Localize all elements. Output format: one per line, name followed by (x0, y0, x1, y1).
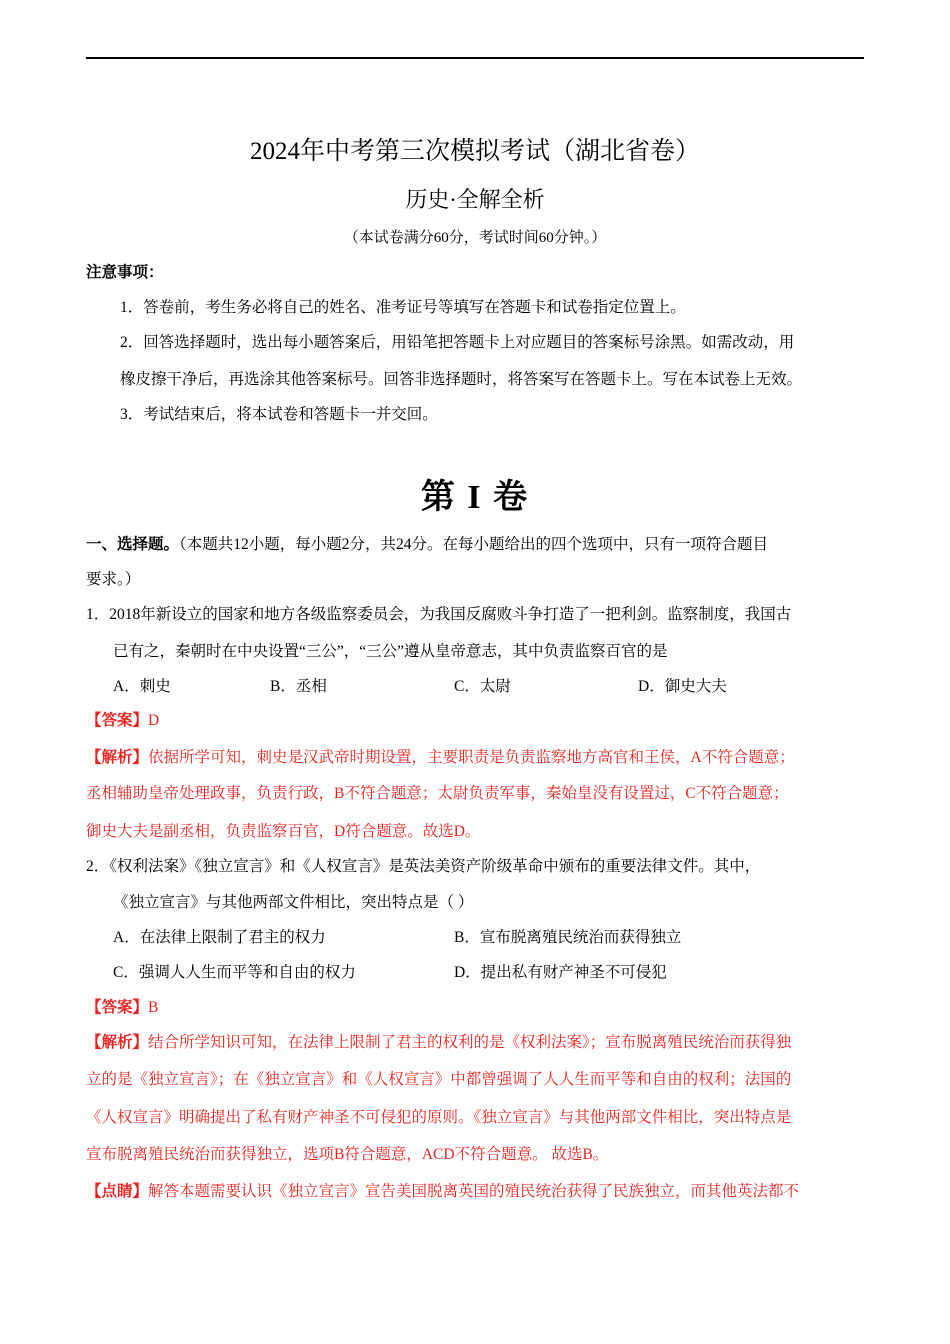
question-2-analysis-line-3: 《人权宣言》明确提出了私有财产神圣不可侵犯的原则。《独立宣言》与其他两部文件相比，突出特点是 (86, 1109, 792, 1126)
question-1-option-b: B．丞相 (270, 678, 327, 695)
notice-heading: 注意事项： (86, 264, 164, 281)
question-2-analysis-line-4: 宣布脱离殖民统治而获得独立，选项B符合题意，ACD不符合题意。 故选B。 (86, 1146, 609, 1163)
question-2-option-d: D．提出私有财产神圣不可侵犯 (454, 964, 667, 981)
question-2-stem-line-1: 2．《权利法案》《独立宣言》和《人权宣言》是英法美资产阶级革命中颁布的重要法律文件。其中， (86, 858, 761, 875)
answer-value: D (148, 712, 160, 729)
question-1-option-c: C．太尉 (454, 678, 511, 695)
question-2-stem-line-2: 《独立宣言》与其他两部文件相比，突出特点是（ ） (113, 894, 474, 911)
question-1-option-a: A．刺史 (113, 678, 171, 695)
question-2-analysis-line-2: 立的是《独立宣言》；在《独立宣言》和《人权宣言》中都曾强调了人人生而平等和自由的权利；法国的 (86, 1071, 792, 1088)
question-1-stem-line-2: 已有之，秦朝时在中央设置“三公”，“三公”遵从皇帝意志，其中负责监察百官的是 (113, 643, 668, 660)
analysis-text: 结合所学知识可知，在法律上限制了君主的权利的是《权利法案》；宣布脱离殖民统治而获得独 (148, 1034, 792, 1051)
question-1-option-d: D．御史大夫 (638, 678, 727, 695)
part-label: 一、选择题。 (86, 536, 180, 553)
exam-note: （本试卷满分60分，考试时间60分钟。） (343, 230, 607, 246)
question-2-answer (86, 998, 158, 1018)
question-2-option-b: B．宣布脱离殖民统治而获得独立 (454, 929, 682, 946)
answer-tag: 【答案】 (86, 712, 149, 729)
question-2-analysis-line-1 (86, 1033, 791, 1053)
question-2-tip-line-1 (86, 1182, 799, 1202)
tip-text: 解答本题需要认识《独立宣言》宣告美国脱离英国的殖民统治获得了民族独立，而其他英法都不 (148, 1183, 800, 1200)
question-1-stem-line-1: 1．2018年新设立的国家和地方各级监察委员会，为我国反腐败斗争打造了一把利剑。监察制度，我国古 (86, 606, 792, 623)
exam-subtitle: 历史·全解全析 (405, 187, 545, 212)
notice-item-1: 1．答卷前，考生务必将自己的姓名、准考证号等填写在答题卡和试卷指定位置上。 (120, 299, 686, 316)
header-rule (86, 57, 864, 59)
answer-tag: 【答案】 (86, 999, 149, 1016)
question-1-analysis-line-1 (86, 748, 795, 768)
tip-tag: 【点睛】 (86, 1183, 149, 1200)
question-1-analysis-line-2: 丞相辅助皇帝处理政事，负责行政，B不符合题意；太尉负责军事，秦始皇没有设置过，C不符合题意； (86, 785, 789, 802)
question-2-option-a: A．在法律上限制了君主的权力 (113, 929, 326, 946)
notice-item-2-line-1: 2．回答选择题时，选出每小题答案后，用铅笔把答题卡上对应题目的答案标号涂黑。如需改动，用 (120, 334, 795, 351)
question-1-analysis-line-3: 御史大夫是副丞相，负责监察百官，D符合题意。故选D。 (86, 823, 481, 840)
question-2-option-c: C．强调人人生而平等和自由的权力 (113, 964, 356, 981)
part-intro-line-1 (86, 535, 768, 555)
analysis-tag: 【解析】 (86, 1034, 149, 1051)
part-intro-line-2: 要求。） (86, 571, 141, 588)
notice-item-3: 3．考试结束后，将本试卷和答题卡一并交回。 (120, 406, 438, 423)
analysis-tag: 【解析】 (86, 749, 149, 766)
notice-item-2-line-2: 橡皮擦干净后，再选涂其他答案标号。回答非选择题时，将答案写在答题卡上。写在本试卷上无效。 (120, 371, 803, 388)
analysis-text: 依据所学可知，刺史是汉武帝时期设置，主要职责是负责监察地方高官和王侯，A不符合题意； (148, 749, 795, 766)
section-heading: 第 I 卷 (420, 479, 530, 516)
exam-title: 2024年中考第三次模拟考试（湖北省卷） (249, 138, 700, 165)
answer-value: B (148, 999, 159, 1016)
question-1-answer (86, 711, 159, 731)
part-description: （本题共12小题，每小题2分，共24分。在每小题给出的四个选项中，只有一项符合题目 (179, 536, 769, 553)
